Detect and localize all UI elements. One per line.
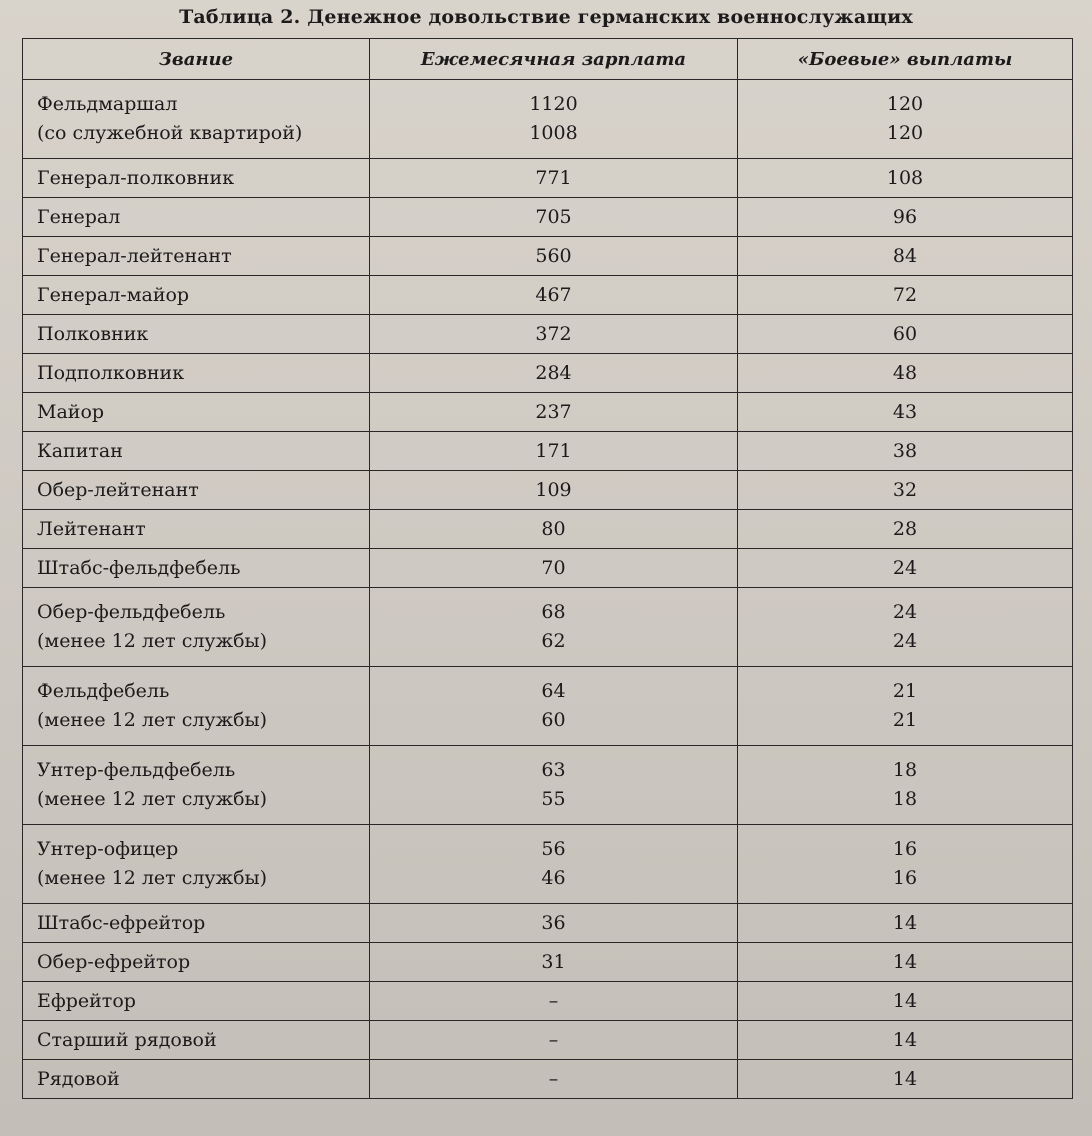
salary-cell [370,432,738,471]
rank-cell-line: Штабс-ефрейтор [37,911,206,934]
rank-cell [23,904,370,943]
salary-cell-line: 284 [535,361,572,384]
rank-cell-line: (со служебной квартирой) [37,122,303,144]
combat-pay-cell [738,982,1073,1021]
salary-cell [370,471,738,510]
combat-pay-cell-line: 60 [892,322,918,345]
salary-cell-line: 705 [535,205,572,228]
salary-cell-line: 62 [541,630,566,652]
rank-cell-line: Полковник [37,322,149,345]
combat-pay-cell-line: 120 [886,122,924,144]
salary-cell-line: 60 [541,709,566,731]
table-row [23,80,1073,159]
rank-cell-line: Майор [37,400,105,423]
combat-pay-cell [738,354,1073,393]
rank-cell-line: Генерал-полковник [37,166,235,189]
combat-pay-cell [738,943,1073,982]
combat-pay-cell-line: 108 [886,166,924,189]
combat-pay-cell-line: 16 [892,838,918,860]
salary-cell [370,904,738,943]
table-row [23,393,1073,432]
table-row [23,471,1073,510]
combat-pay-cell [738,1060,1073,1099]
salary-cell-line: 63 [541,759,566,781]
table-row [23,237,1073,276]
rank-cell [23,588,370,667]
rank-cell-line: Генерал-майор [37,283,190,306]
combat-pay-cell-line: 32 [892,478,918,501]
salary-cell-line: 64 [541,680,566,702]
salary-cell [370,315,738,354]
salary-cell [370,825,738,904]
combat-pay-cell [738,904,1073,943]
combat-pay-cell [738,746,1073,825]
salary-cell-line: 1120 [529,93,578,115]
table-row [23,354,1073,393]
salary-cell-line: 55 [541,788,566,810]
salary-cell [370,159,738,198]
salary-cell-line: 68 [541,601,566,623]
salary-cell-line: 372 [535,322,572,345]
combat-pay-cell [738,432,1073,471]
rank-cell [23,354,370,393]
combat-pay-cell-line: 38 [892,439,918,462]
combat-pay-cell-line: 28 [892,517,918,540]
rank-cell [23,825,370,904]
salary-cell [370,549,738,588]
rank-cell [23,510,370,549]
combat-pay-cell-line: 21 [892,709,918,731]
salary-cell [370,237,738,276]
combat-pay-cell [738,825,1073,904]
combat-pay-cell-line: 18 [892,759,918,781]
salary-cell [370,354,738,393]
rank-cell-line: Штабс-фельдфебель [37,556,241,579]
salary-cell-line: 56 [541,838,566,860]
combat-pay-cell-line: 14 [892,989,918,1012]
table-row [23,432,1073,471]
salary-cell [370,510,738,549]
rank-cell [23,1060,370,1099]
salary-cell-line: – [548,1067,559,1090]
rank-cell-line: Фельдмаршал [37,93,178,115]
rank-cell-line: Подполковник [37,361,185,384]
salary-cell-line: 31 [541,950,566,973]
table-title: Таблица 2. Денежное довольствие германских военнослужащих [179,6,913,28]
table-row [23,667,1073,746]
rank-cell [23,393,370,432]
table-row [23,1060,1073,1099]
rank-cell-line: Рядовой [37,1067,120,1090]
rank-cell-line: Фельдфебель [37,680,170,702]
salary-cell-line: 171 [535,439,572,462]
table-row [23,746,1073,825]
combat-pay-cell-line: 48 [892,361,918,384]
salary-cell [370,982,738,1021]
rank-cell-line: Старший рядовой [37,1028,217,1051]
salary-cell-line: 771 [535,166,572,189]
combat-pay-cell-line: 24 [892,556,918,579]
salary-cell-line: 36 [541,911,566,934]
combat-pay-cell [738,588,1073,667]
rank-cell [23,746,370,825]
rank-cell-line: (менее 12 лет службы) [37,867,268,889]
rank-cell-line: Унтер-офицер [37,838,179,860]
rank-cell [23,982,370,1021]
table-body [23,80,1073,1099]
table-row [23,198,1073,237]
rank-cell-line: Обер-фельдфебель [37,601,226,623]
combat-pay-cell [738,80,1073,159]
rank-cell-line: Ефрейтор [37,989,136,1012]
rank-cell [23,432,370,471]
salary-cell-line: 560 [535,244,572,267]
rank-cell-line: Обер-ефрейтор [37,950,191,973]
salary-cell [370,393,738,432]
rank-cell [23,549,370,588]
combat-pay-cell [738,667,1073,746]
rank-cell-line: (менее 12 лет службы) [37,788,268,810]
combat-pay-cell [738,471,1073,510]
rank-cell [23,1021,370,1060]
combat-pay-cell [738,510,1073,549]
header-combat-pay: «Боевые» выплаты [738,39,1073,80]
salary-cell [370,198,738,237]
salary-cell [370,80,738,159]
header-salary: Ежемесячная зарплата [370,39,738,80]
table-row [23,315,1073,354]
combat-pay-cell-line: 14 [892,1028,918,1051]
table-row [23,904,1073,943]
rank-cell [23,471,370,510]
table-row [23,588,1073,667]
rank-cell-line: Унтер-фельдфебель [37,759,236,781]
header-rank: Звание [23,39,370,80]
salary-cell-line: 70 [541,556,566,579]
rank-cell [23,667,370,746]
rank-cell-line: (менее 12 лет службы) [37,709,268,731]
salary-cell-line: 109 [535,478,572,501]
salary-cell-line: 46 [541,867,566,889]
table-row [23,276,1073,315]
combat-pay-cell-line: 43 [892,400,918,423]
rank-cell [23,237,370,276]
salary-cell [370,1060,738,1099]
salary-cell-line: – [548,989,559,1012]
rank-cell [23,276,370,315]
combat-pay-cell [738,198,1073,237]
salary-cell-line: 1008 [529,122,578,144]
salary-cell [370,588,738,667]
combat-pay-cell-line: 16 [892,867,918,889]
pay-table [22,38,1073,1099]
combat-pay-cell [738,159,1073,198]
salary-cell [370,943,738,982]
rank-cell-line: Лейтенант [37,517,146,540]
table-row [23,159,1073,198]
salary-cell [370,1021,738,1060]
rank-cell-line: Капитан [37,439,123,462]
table-row [23,943,1073,982]
combat-pay-cell-line: 72 [892,283,918,306]
rank-cell [23,159,370,198]
rank-cell-line: Генерал [37,205,121,228]
rank-cell [23,315,370,354]
combat-pay-cell-line: 14 [892,950,918,973]
table-row [23,510,1073,549]
combat-pay-cell-line: 84 [892,244,918,267]
table-row [23,1021,1073,1060]
rank-cell-line: Обер-лейтенант [37,478,199,501]
salary-cell [370,276,738,315]
combat-pay-cell-line: 96 [892,205,918,228]
rank-cell [23,80,370,159]
combat-pay-cell [738,276,1073,315]
combat-pay-cell-line: 14 [892,1067,918,1090]
combat-pay-cell [738,237,1073,276]
salary-cell-line: 237 [535,400,572,423]
rank-cell [23,943,370,982]
rank-cell-line: (менее 12 лет службы) [37,630,268,652]
combat-pay-cell [738,1021,1073,1060]
rank-cell-line: Генерал-лейтенант [37,244,232,267]
salary-cell-line: 80 [541,517,566,540]
combat-pay-cell-line: 24 [892,601,918,623]
combat-pay-cell-line: 18 [892,788,918,810]
salary-cell [370,746,738,825]
table-header-row [23,39,1073,80]
table-row [23,549,1073,588]
combat-pay-cell-line: 24 [892,630,918,652]
rank-cell [23,198,370,237]
salary-cell-line: – [548,1028,559,1051]
salary-cell [370,667,738,746]
table-row [23,982,1073,1021]
combat-pay-cell-line: 120 [886,93,924,115]
combat-pay-cell-line: 21 [892,680,918,702]
combat-pay-cell [738,315,1073,354]
combat-pay-cell [738,549,1073,588]
combat-pay-cell [738,393,1073,432]
table-row [23,825,1073,904]
salary-cell-line: 467 [535,283,572,306]
combat-pay-cell-line: 14 [892,911,918,934]
